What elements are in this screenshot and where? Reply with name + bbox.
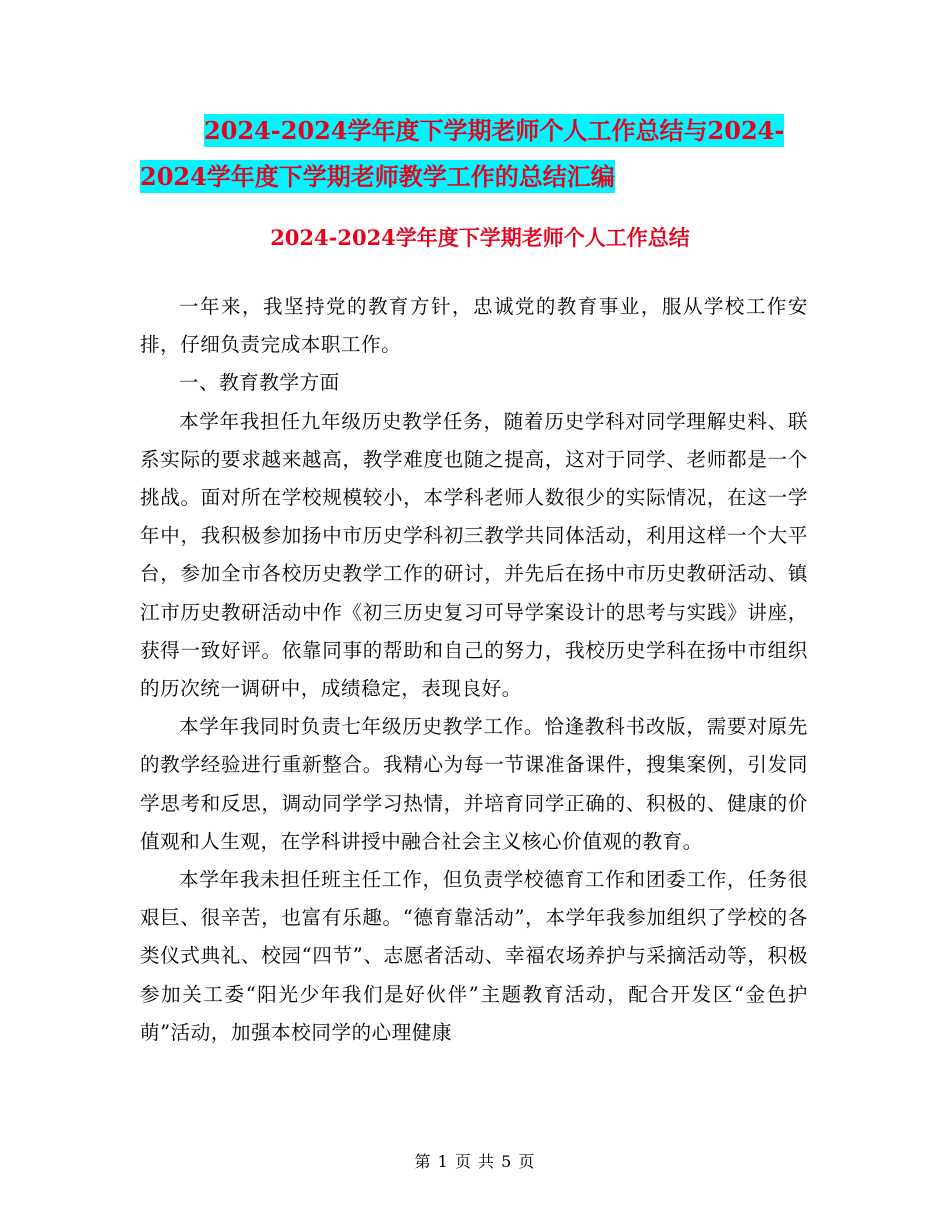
paragraph: 本学年我未担任班主任工作，但负责学校德育工作和团委工作，任务很艰巨、很辛苦，也富有乐趣。“德育靠活动”，本学年我参加组织了学校的各类仪式典礼、校园“四节”、志愿者活动、幸福农场养护与采摘活动等，积极参加关工委“阳光少年我们是好伙伴”主题教育活动，配合开发区“金色护萌”活动，加强本校同学的心理健康: [140, 868, 808, 1044]
body-text: [140, 288, 808, 1052]
main-title: [140, 108, 820, 200]
page-footer: 第 1 页 共 5 页: [414, 1152, 536, 1171]
paragraph: 一年来，我坚持党的教育方针，忠诚党的教育事业，服从学校工作安排，仔细负责完成本职工作。: [140, 295, 808, 357]
main-title-line-1: 2024-2024学年度下学期老师个人工作总结与2024-: [204, 116, 785, 145]
paragraph: 本学年我同时负责七年级历史教学工作。恰逢教科书改版，需要对原先的教学经验进行重新整合。我精心为每一节课准备课件，搜集案例，引发同学思考和反思，调动同学学习热情，并培育同学正确的、积极的、健康的价值观和人生观，在学科讲授中融合社会主义核心价值观的教育。: [140, 715, 808, 853]
section-title: 2024-2024学年度下学期老师个人工作总结: [270, 225, 690, 250]
main-title-line-2: 2024学年度下学期老师教学工作的总结汇编: [140, 162, 615, 191]
paragraph: 本学年我担任九年级历史教学任务，随着历史学科对同学理解史料、联系实际的要求越来越高，教学难度也随之提高，这对于同学、老师都是一个挑战。面对所在学校规模较小，本学科老师人数很少的实际情况，在这一学年中，我积极参加扬中市历史学科初三教学共同体活动，利用这样一个大平台，参加全市各校历史教学工作的研讨，并先后在扬中市历史教研活动、镇江市历史教研活动中作《初三历史复习可导学案设计的思考与实践》讲座，获得一致好评。依靠同事的帮助和自己的努力，我校历史学科在扬中市组织的历次统一调研中，成绩稳定，表现良好。: [140, 409, 808, 701]
section-heading: 一、教育教学方面: [179, 371, 340, 395]
